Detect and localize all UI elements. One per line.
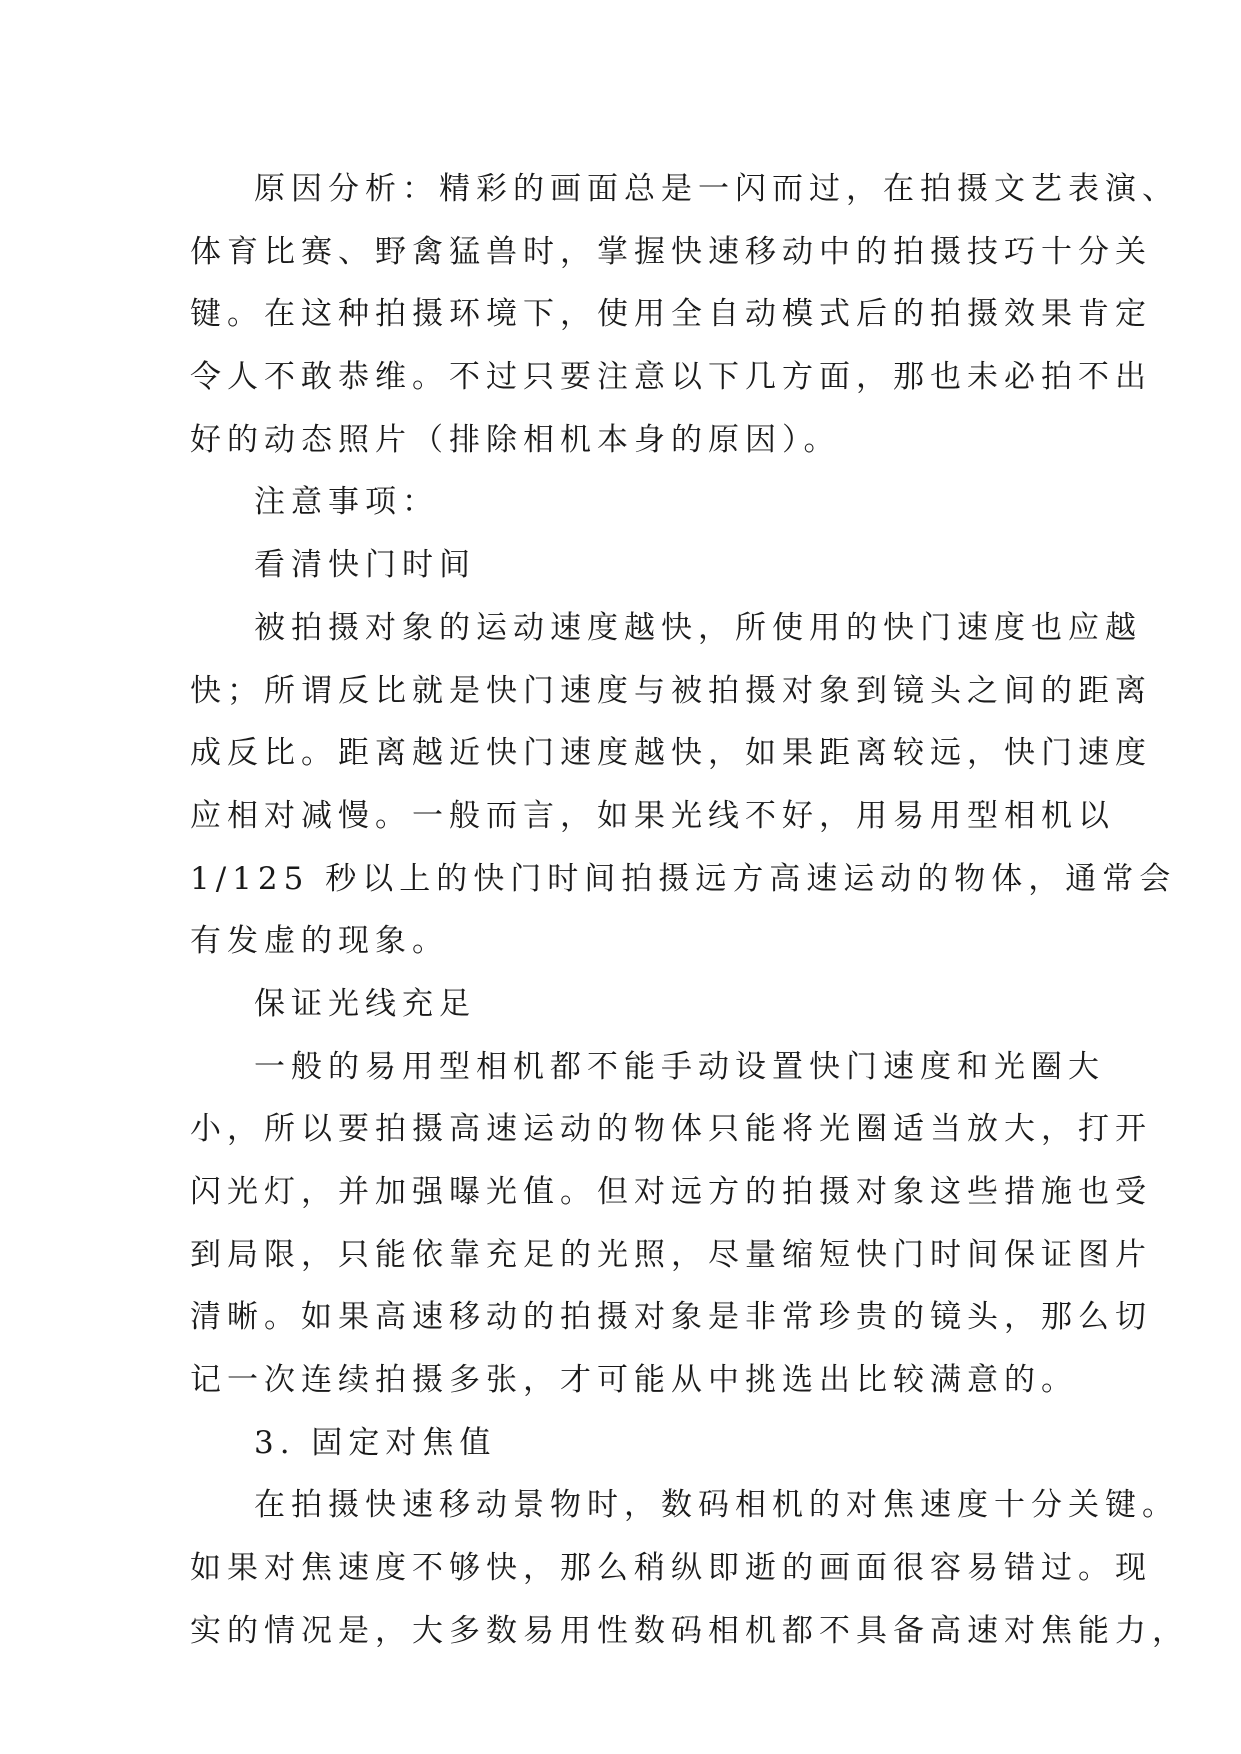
paragraph-shutter-line-6: 有发虚的现象。 (190, 923, 449, 960)
paragraph-focus-line-1: 在拍摄快速移动景物时，数码相机的对焦速度十分关键。 (254, 1487, 1179, 1524)
paragraph-light-line-1: 一般的易用型相机都不能手动设置快门速度和光圈大 (254, 1048, 1105, 1085)
paragraph-shutter-line-3: 成反比。距离越近快门速度越快，如果距离较远，快门速度 (190, 735, 1152, 772)
paragraph-light-line-2: 小，所以要拍摄高速运动的物体只能将光圈适当放大，打开 (190, 1111, 1152, 1148)
paragraph-cause-analysis-line-5: 好的动态照片（排除相机本身的原因）。 (190, 421, 841, 458)
paragraph-cause-analysis-line-3: 键。在这种拍摄环境下，使用全自动模式后的拍摄效果肯定 (190, 296, 1152, 333)
paragraph-cause-analysis-line-4: 令人不敢恭维。不过只要注意以下几方面，那也未必拍不出 (190, 359, 1152, 396)
document-body (190, 158, 1189, 1663)
paragraph-shutter-line-4: 应相对减慢。一般而言，如果光线不好，用易用型相机以 (190, 797, 1115, 834)
paragraph-cause-analysis-line-1: 原因分析：精彩的画面总是一闪而过，在拍摄文艺表演、 (254, 171, 1179, 207)
paragraph-shutter-line-5: 1/125 秒以上的快门时间拍摄远方高速运动的物体，通常会 (190, 860, 1177, 897)
section-heading-focus: 3. 固定对焦值 (254, 1424, 497, 1461)
section-heading-light: 保证光线充足 (254, 985, 476, 1022)
paragraph-focus-line-3: 实的情况是，大多数易用性数码相机都不具备高速对焦能力， (190, 1612, 1189, 1649)
paragraph-shutter-line-2: 快；所谓反比就是快门速度与被拍摄对象到镜头之间的距离 (190, 672, 1152, 709)
paragraph-light-line-5: 清晰。如果高速移动的拍摄对象是非常珍贵的镜头，那么切 (190, 1299, 1152, 1336)
paragraph-light-line-3: 闪光灯，并加强曝光值。但对远方的拍摄对象这些措施也受 (190, 1174, 1152, 1210)
paragraph-focus-line-2: 如果对焦速度不够快，那么稍纵即逝的画面很容易错过。现 (190, 1550, 1152, 1587)
notes-heading: 注意事项： (254, 484, 439, 521)
paragraph-shutter-line-1: 被拍摄对象的运动速度越快，所使用的快门速度也应越 (254, 609, 1142, 646)
paragraph-light-line-4: 到局限，只能依靠充足的光照，尽量缩短快门时间保证图片 (190, 1236, 1152, 1273)
section-heading-shutter-time: 看清快门时间 (254, 547, 476, 584)
paragraph-cause-analysis-line-2: 体育比赛、野禽猛兽时，掌握快速移动中的拍摄技巧十分关 (190, 233, 1152, 270)
paragraph-light-line-6: 记一次连续拍摄多张，才可能从中挑选出比较满意的。 (190, 1362, 1078, 1399)
